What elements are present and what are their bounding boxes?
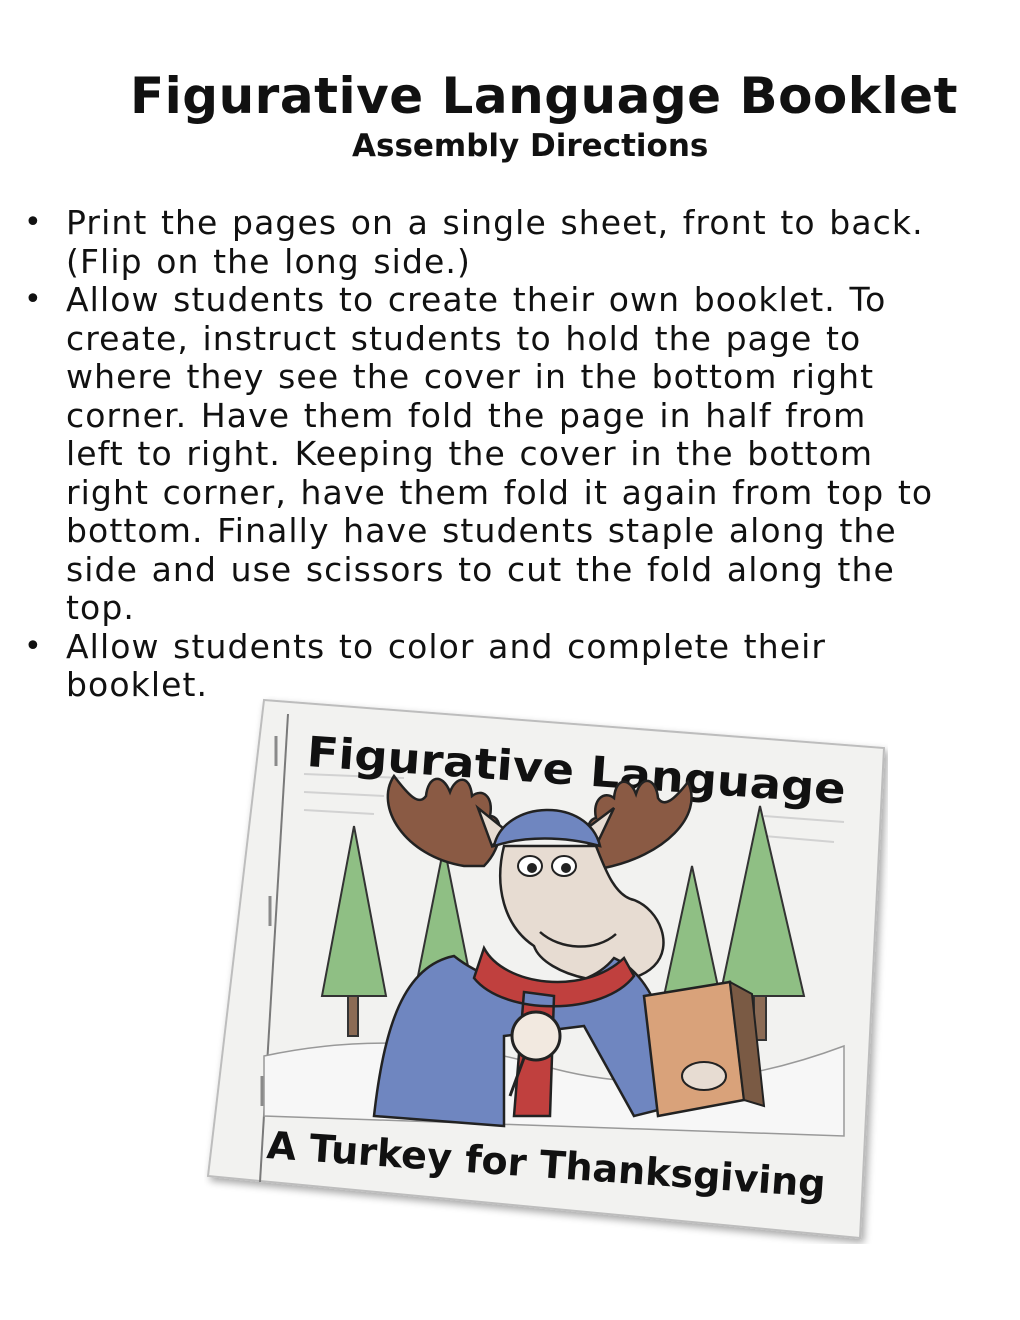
- list-item-line: corner. Have them fold the page in half from: [66, 395, 867, 435]
- cover-title: Figurative Language: [305, 727, 797, 811]
- list-item-line: side and use scissors to cut the fold along the: [66, 549, 895, 589]
- hand: [682, 1062, 726, 1090]
- list-item-line: create, instruct students to hold the page to: [66, 318, 862, 358]
- list-item-line: booklet.: [66, 665, 209, 704]
- list-item-line: bottom. Finally have students staple along the: [66, 511, 897, 550]
- list-item-line: where they see the cover in the bottom right: [66, 357, 875, 396]
- bullet-icon: •: [24, 282, 43, 317]
- page-subtitle: Assembly Directions: [352, 128, 709, 164]
- cover-subtitle: A Turkey for Thanksgiving: [265, 1123, 826, 1206]
- list-item-line: right corner, have them fold it again from top to: [66, 472, 934, 512]
- book-icon: [644, 982, 744, 1116]
- list-item-line: Print the pages on a single sheet, front to back.: [66, 203, 924, 242]
- list-item: [24, 204, 1004, 281]
- instruction-list: [24, 204, 1004, 705]
- bullet-icon: •: [24, 205, 43, 240]
- list-item-line: Allow students to color and complete their: [66, 626, 827, 666]
- bullet-icon: •: [24, 628, 43, 664]
- list-item-line: left to right. Keeping the cover in the bottom: [66, 434, 874, 473]
- list-item: [24, 281, 1004, 628]
- booklet-cover-illustration: [204, 696, 888, 1244]
- list-item-line: (Flip on the long side.): [66, 241, 471, 281]
- page-title: Figurative Language Booklet: [130, 67, 958, 125]
- list-item-line: top.: [66, 588, 135, 627]
- list-item: [24, 628, 1004, 705]
- list-item-line: Allow students to create their own booklet. To: [66, 280, 887, 319]
- booklet-photo: [204, 696, 888, 1244]
